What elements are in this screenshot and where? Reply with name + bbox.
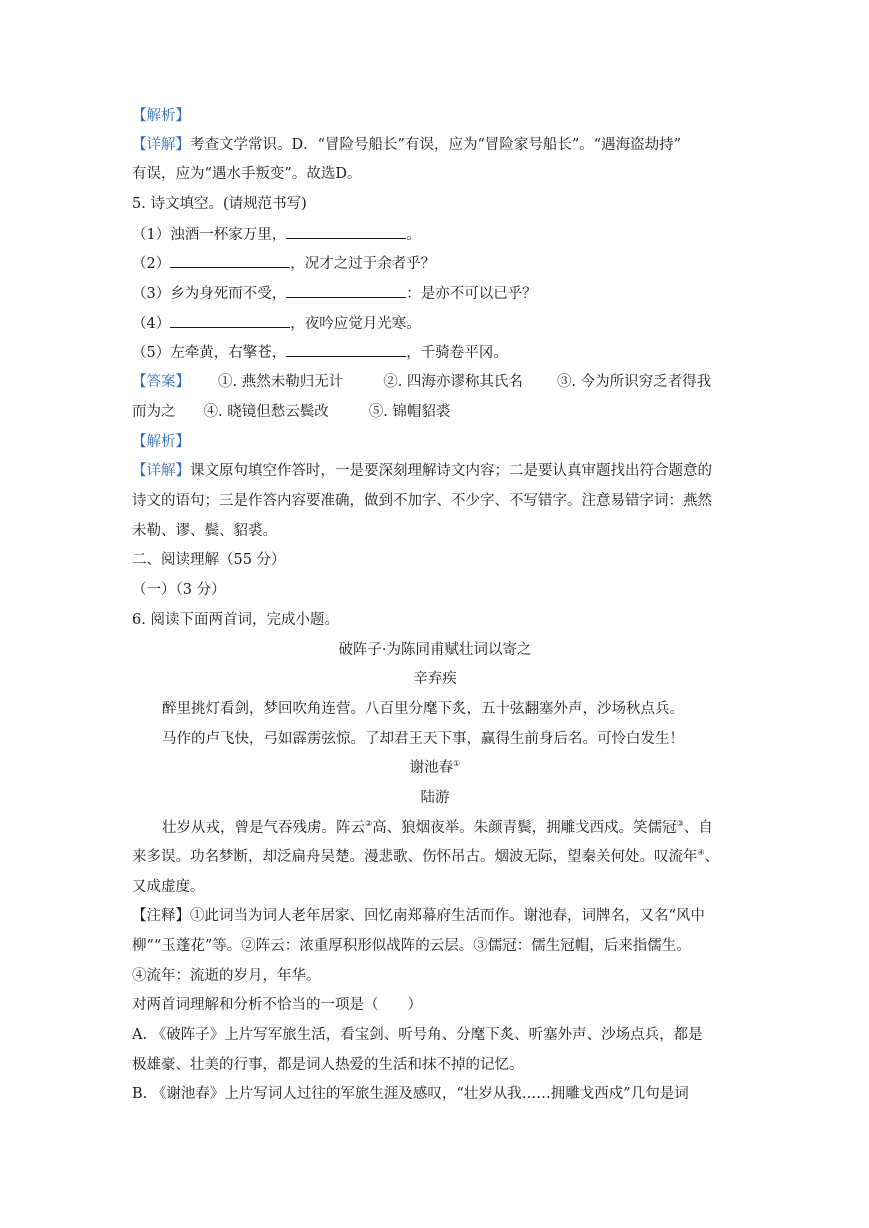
poem2-author: 陆游 bbox=[420, 790, 450, 806]
q5-detail-line2: 诗文的语句；三是作答内容要准确，做到不加字、不少字、不写错字。注意易错字词：燕然 bbox=[132, 493, 712, 509]
poem1-line1: 醉里挑灯看剑，梦回吹角连营。八百里分麾下炙，五十弦翻塞外声，沙场秋点兵。 bbox=[162, 701, 684, 717]
q5-answer-2: ②. 四海亦谬称其氏名 bbox=[383, 374, 523, 390]
poem2-line1-a: 壮岁从戎，曾是气吞残虏。阵云 bbox=[162, 820, 365, 836]
q5-item-2 bbox=[132, 253, 738, 274]
q5-item-3 bbox=[132, 283, 738, 304]
poem2-title-text: 谢池春 bbox=[409, 760, 454, 776]
q5-item-4-blank[interactable] bbox=[170, 313, 290, 328]
q5-answer-1: ①. 燕然未勒归无计 bbox=[218, 374, 344, 390]
q5-answer-label: 【答案】 bbox=[132, 374, 190, 390]
q5-detail-line3: 未勒、谬、鬓、貂裘。 bbox=[132, 523, 277, 539]
q5-item-2-blank[interactable] bbox=[170, 253, 290, 268]
note-tag: 【注释】 bbox=[132, 908, 190, 924]
poem2-line1-c: 、自 bbox=[683, 820, 713, 836]
q6-question: 对两首词理解和分析不恰当的一项是（ ） bbox=[132, 997, 422, 1013]
q5-item-4-pre: （4） bbox=[132, 316, 171, 332]
q5-item-2-post: ，况才之过于余者乎？ bbox=[290, 256, 436, 272]
q5-answer-4: ④. 晓镜但愁云鬓改 bbox=[203, 404, 329, 420]
q4-detail-text1: 考查文学常识。D．“冒险号船长”有误，应为“冒险家号船长”。“遇海盗劫持” bbox=[190, 137, 682, 153]
poem2-line1-b: 高、狼烟夜举。朱颜青鬓，拥雕戈西戍。笑儒冠 bbox=[372, 820, 677, 836]
q6-title: 6. 阅读下面两首词，完成小题。 bbox=[132, 612, 339, 628]
poem2-title-mark: ① bbox=[453, 759, 461, 769]
q5-item-1-pre: （1）浊酒一杯家万里， bbox=[132, 227, 287, 243]
q5-answer-3: ③. 今为所识穷乏者得我 bbox=[556, 374, 712, 390]
q5-answer-line1 bbox=[132, 372, 738, 392]
q5-item-3-post: ：是亦不可以已乎？ bbox=[406, 286, 537, 302]
poem2-mark2: ② bbox=[365, 819, 373, 829]
q5-detail-text1: 课文原句填空作答时，一是要深刻理解诗文内容；二是要认真审题找出符合题意的 bbox=[190, 463, 712, 479]
q5-item-1-blank[interactable] bbox=[286, 224, 406, 239]
option-a-line1: A. 《破阵子》上片写军旅生活，看宝剑、听号角、分麾下炙、听塞外声、沙场点兵，都是 bbox=[132, 1027, 703, 1043]
note-line1 bbox=[132, 906, 738, 926]
q5-item-1 bbox=[132, 224, 738, 245]
q5-item-5 bbox=[132, 342, 738, 363]
q5-answer-line2 bbox=[132, 402, 738, 422]
poem1-author: 辛弃疾 bbox=[413, 671, 457, 687]
q5-item-3-blank[interactable] bbox=[286, 283, 406, 298]
poem2-mark4: ④ bbox=[697, 848, 705, 858]
q5-detail-tag: 【详解】 bbox=[132, 463, 190, 479]
poem2-line1 bbox=[132, 818, 738, 838]
q5-item-1-post: 。 bbox=[406, 227, 421, 243]
q5-detail-line1 bbox=[132, 461, 738, 481]
poem2-line2-a: 来多误。功名梦断，却泛扁舟吴楚。漫悲歌、伤怀吊古。烟波无际，望秦关何处。叹流年 bbox=[132, 849, 698, 865]
q4-detail-line1 bbox=[132, 135, 738, 155]
q5-item-5-post: ，千骑卷平冈。 bbox=[406, 345, 508, 361]
q5-title: 5. 诗文填空。(请规范书写) bbox=[132, 196, 307, 212]
poem1-title: 破阵子·为陈同甫赋壮词以寄之 bbox=[338, 642, 532, 658]
section2-sub: （一）（3 分） bbox=[132, 582, 226, 598]
q5-answer-3-cont: 而为之 bbox=[132, 404, 176, 420]
q5-item-5-pre: （5）左牵黄，右擎苍， bbox=[132, 345, 287, 361]
section2-title: 二、阅读理解（55 分） bbox=[132, 552, 286, 568]
q5-item-4-post: ，夜吟应觉月光寒。 bbox=[290, 316, 421, 332]
poem1-line2: 马作的卢飞快，弓如霹雳弦惊。了却君王天下事，赢得生前身后名。可怜白发生！ bbox=[162, 731, 684, 747]
poem2-line2 bbox=[132, 847, 738, 867]
q5-item-4 bbox=[132, 313, 738, 334]
note-line3: ④流年：流逝的岁月，年华。 bbox=[132, 968, 321, 984]
poem2-title bbox=[132, 758, 738, 778]
option-a-line2: 极雄豪、壮美的行事，都是词人热爱的生活和抹不掉的记忆。 bbox=[132, 1057, 524, 1073]
q5-item-5-blank[interactable] bbox=[286, 342, 406, 357]
q5-item-3-pre: （3）乡为身死而不受， bbox=[132, 286, 287, 302]
q4-detail-line2: 有误，应为“遇水手叛变”。故选D。 bbox=[132, 166, 362, 182]
poem2-line3: 又成虚度。 bbox=[132, 879, 205, 895]
q5-answer-5: ⑤. 锦帽貂裘 bbox=[368, 404, 451, 420]
q5-analysis-label: 【解析】 bbox=[132, 434, 190, 450]
q4-analysis-label: 【解析】 bbox=[132, 108, 190, 124]
poem2-line2-b: 、 bbox=[704, 849, 720, 865]
poem2-mark3: ③ bbox=[676, 819, 684, 829]
note-text1: ①此词当为词人老年居家、回忆南郑幕府生活而作。谢池春，词牌名，又名“风中 bbox=[190, 908, 705, 924]
q5-item-2-pre: （2） bbox=[132, 256, 171, 272]
q4-detail-tag: 【详解】 bbox=[132, 137, 190, 153]
note-line2: 柳”“玉蓬花”等。②阵云：浓重厚积形似战阵的云层。③儒冠：儒生冠帽，后来指儒生。 bbox=[132, 938, 691, 954]
option-b-line1: B. 《谢池春》上片写词人过往的军旅生涯及感叹，“壮岁从我……拥雕戈西戍”几句是词 bbox=[132, 1086, 689, 1102]
